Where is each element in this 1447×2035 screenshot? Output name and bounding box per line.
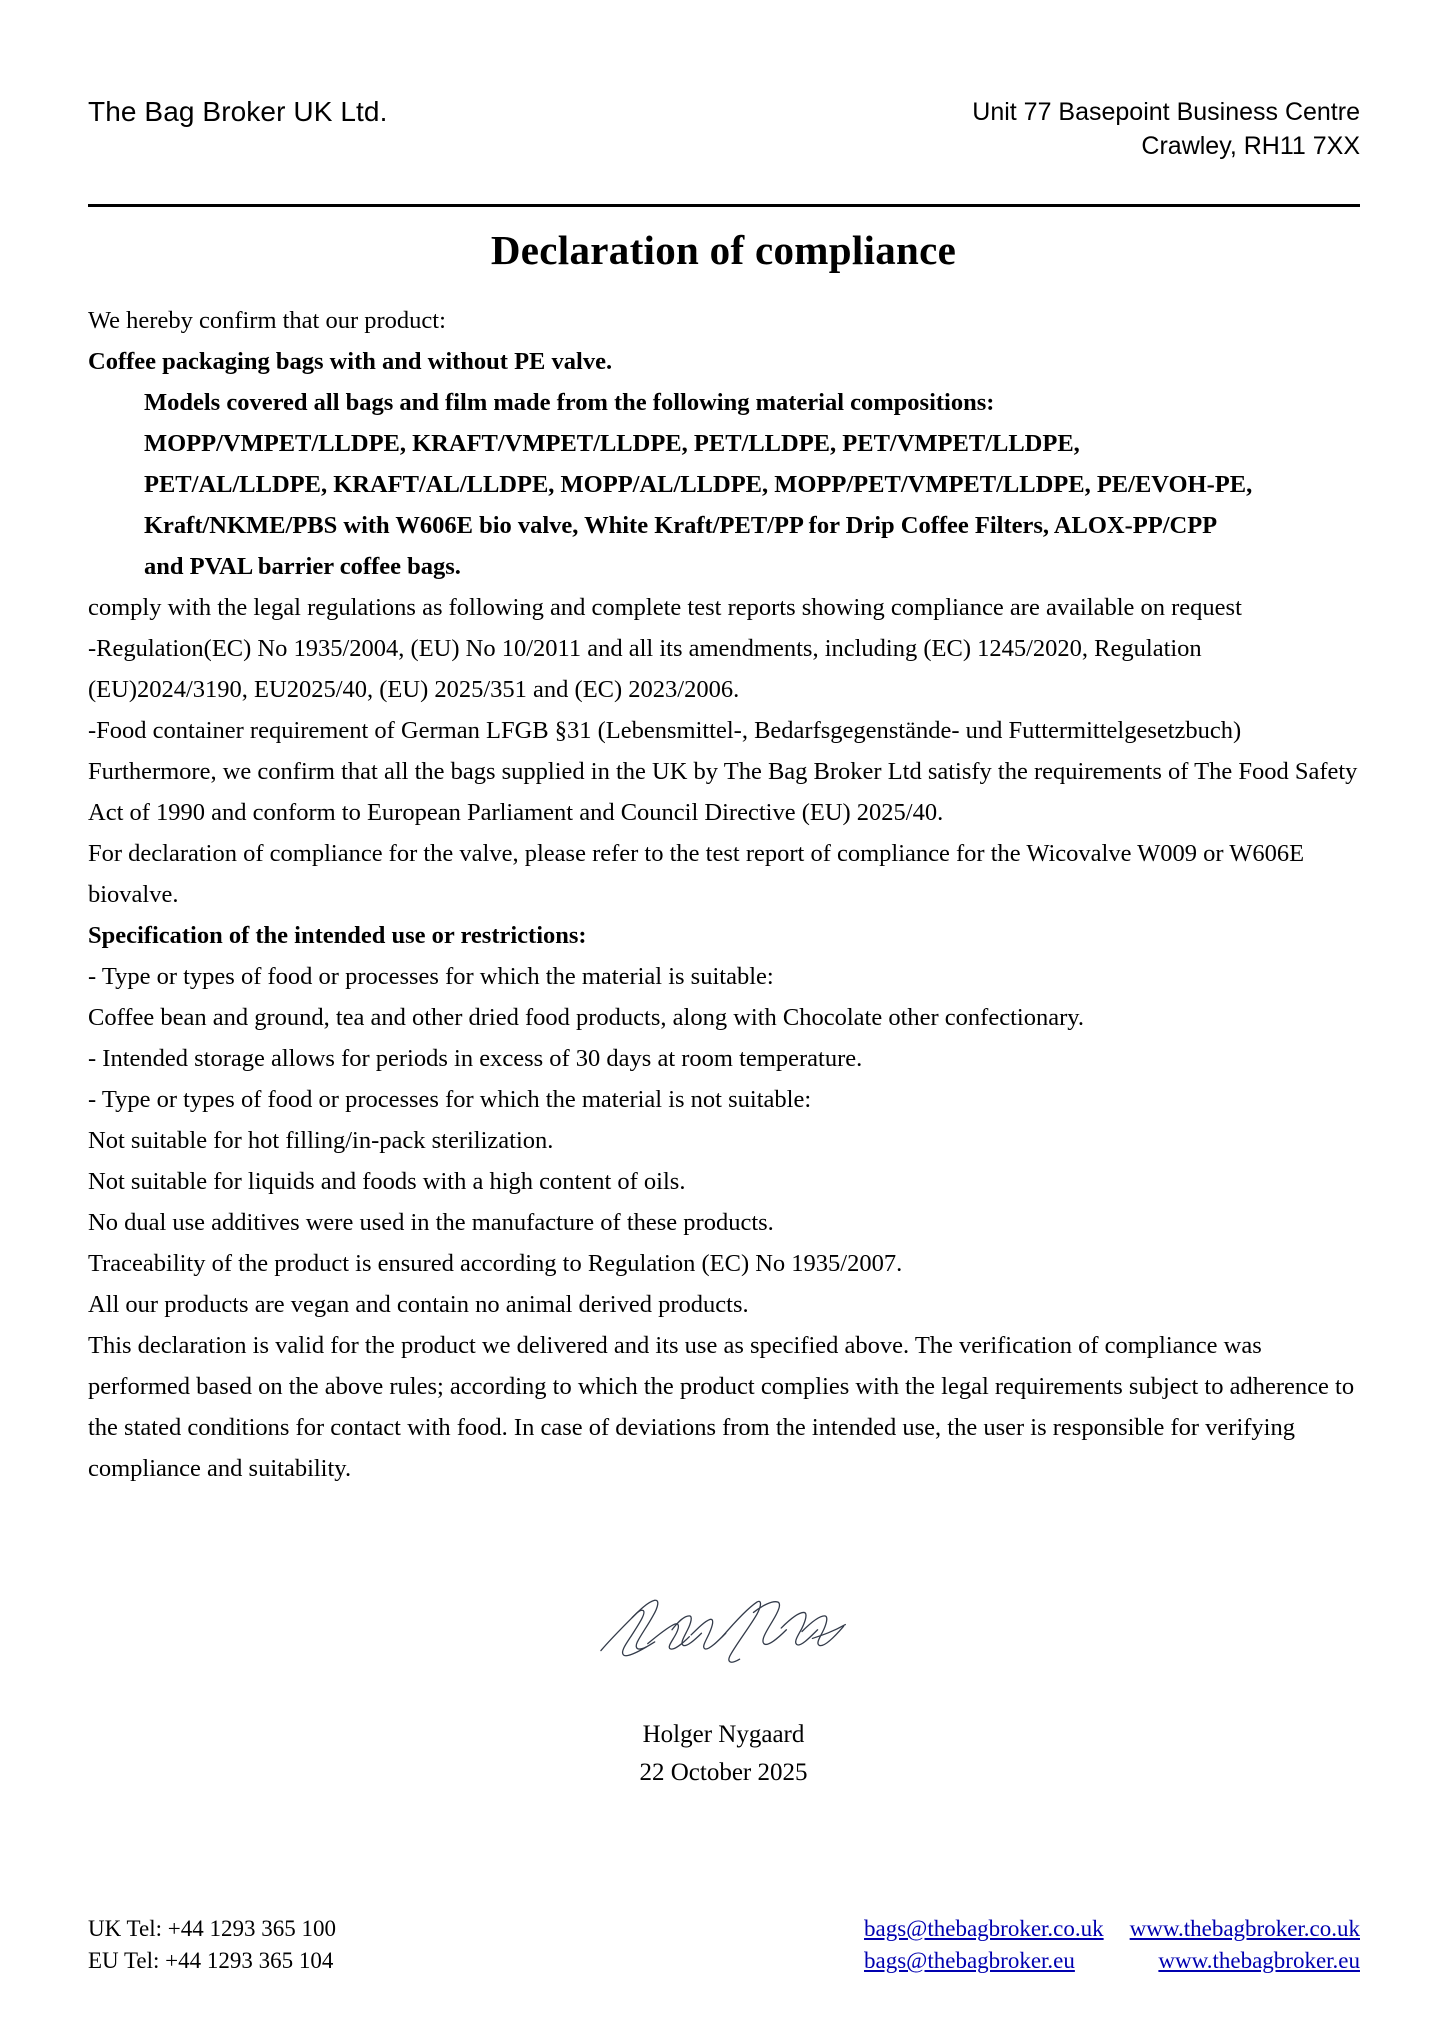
email-link-eu[interactable]: bags@thebagbroker.eu xyxy=(864,1948,1075,1973)
footer-phone-block xyxy=(88,1913,336,1977)
regulation-line-1: -Regulation(EC) No 1935/2004, (EU) No 10/2011 and all its amendments, including (EC) 1245/2020, Regulation xyxy=(88,635,1202,662)
storage-line: - Intended storage allows for periods in excess of 30 days at room temperature. xyxy=(88,1045,863,1072)
handwritten-signature-icon xyxy=(594,1596,854,1680)
page-title: Declaration of compliance xyxy=(490,227,957,273)
materials-line-1: MOPP/VMPET/LLDPE, KRAFT/VMPET/LLDPE, PET/LLDPE, PET/VMPET/LLDPE, xyxy=(144,430,1080,457)
lfgb-line: -Food container requirement of German LFGB §31 (Lebensmittel-, Bedarfsgegenstände- und Futtermittelgesetzbuch) xyxy=(88,717,1242,744)
materials-line-4: and PVAL barrier coffee bags. xyxy=(144,553,461,580)
not-suitable-line-2: Not suitable for liquids and foods with a high content of oils. xyxy=(88,1168,686,1195)
signatory-name: Holger Nygaard xyxy=(642,1721,805,1748)
footer-email-column xyxy=(864,1913,1104,1977)
suitable-label: - Type or types of food or processes for which the material is suitable: xyxy=(88,963,774,990)
comply-line: comply with the legal regulations as following and complete test reports showing compliance are available on request xyxy=(88,594,1242,621)
eu-telephone: EU Tel: +44 1293 365 104 xyxy=(88,1948,334,1973)
footer-website-column xyxy=(1130,1913,1360,1977)
website-link-eu[interactable]: www.thebagbroker.eu xyxy=(1158,1948,1360,1973)
validity-paragraph: This declaration is valid for the product we delivered and its use as specified above. The verification of compliance was performed based on the above rules; according to which the product complies with the legal requirements subject to adherence to the stated conditions for contact with food. In case of deviations from the intended use, the user is responsible for verifying compliance and suitability. xyxy=(88,1332,1355,1482)
company-name: The Bag Broker UK Ltd. xyxy=(88,96,388,127)
document-body xyxy=(88,300,1360,1489)
materials-line-2: PET/AL/LLDPE, KRAFT/AL/LLDPE, MOPP/AL/LLDPE, MOPP/PET/VMPET/LLDPE, PE/EVOH-PE, xyxy=(144,471,1253,498)
suitable-value: Coffee bean and ground, tea and other dried food products, along with Chocolate other confectionary. xyxy=(88,1004,1085,1031)
product-line: Coffee packaging bags with and without PE valve. xyxy=(88,348,613,375)
footer-links-block xyxy=(864,1913,1360,1977)
dual-use-line: No dual use additives were used in the manufacture of these products. xyxy=(88,1209,774,1236)
website-link-uk[interactable]: www.thebagbroker.co.uk xyxy=(1129,1916,1360,1941)
uk-telephone: UK Tel: +44 1293 365 100 xyxy=(88,1916,336,1941)
letterhead xyxy=(88,95,1360,163)
company-address xyxy=(972,95,1360,163)
materials-line-3: Kraft/NKME/PBS with W606E bio valve, White Kraft/PET/PP for Drip Coffee Filters, ALOX-PP/CPP xyxy=(144,512,1218,539)
models-heading: Models covered all bags and film made from the following material compositions: xyxy=(144,389,995,416)
header-divider xyxy=(88,204,1360,207)
address-line-2: Crawley, RH11 7XX xyxy=(1141,132,1360,160)
vegan-line: All our products are vegan and contain no animal derived products. xyxy=(88,1291,749,1318)
not-suitable-label: - Type or types of food or processes for which the material is not suitable: xyxy=(88,1086,812,1113)
valve-note-paragraph: For declaration of compliance for the valve, please refer to the test report of compliance for the Wicovalve W009 or W606E biovalve. xyxy=(88,840,1305,908)
signature-block xyxy=(0,1596,1447,1792)
regulation-line-2: (EU)2024/3190, EU2025/40, (EU) 2025/351 and (EC) 2023/2006. xyxy=(88,676,740,703)
address-line-1: Unit 77 Basepoint Business Centre xyxy=(972,98,1360,126)
intro-paragraph: We hereby confirm that our product: xyxy=(88,307,446,334)
page-footer xyxy=(88,1913,1360,1977)
not-suitable-line-1: Not suitable for hot filling/in-pack sterilization. xyxy=(88,1127,554,1154)
email-link-uk[interactable]: bags@thebagbroker.co.uk xyxy=(864,1916,1104,1941)
furthermore-paragraph: Furthermore, we confirm that all the bags supplied in the UK by The Bag Broker Ltd satisfy the requirements of The Food Safety Act of 1990 and conform to European Parliament and Council Directive (EU) 2025/40. xyxy=(88,758,1358,826)
signature-date: 22 October 2025 xyxy=(639,1759,808,1786)
specification-heading: Specification of the intended use or restrictions: xyxy=(88,922,587,949)
traceability-line: Traceability of the product is ensured according to Regulation (EC) No 1935/2007. xyxy=(88,1250,903,1277)
